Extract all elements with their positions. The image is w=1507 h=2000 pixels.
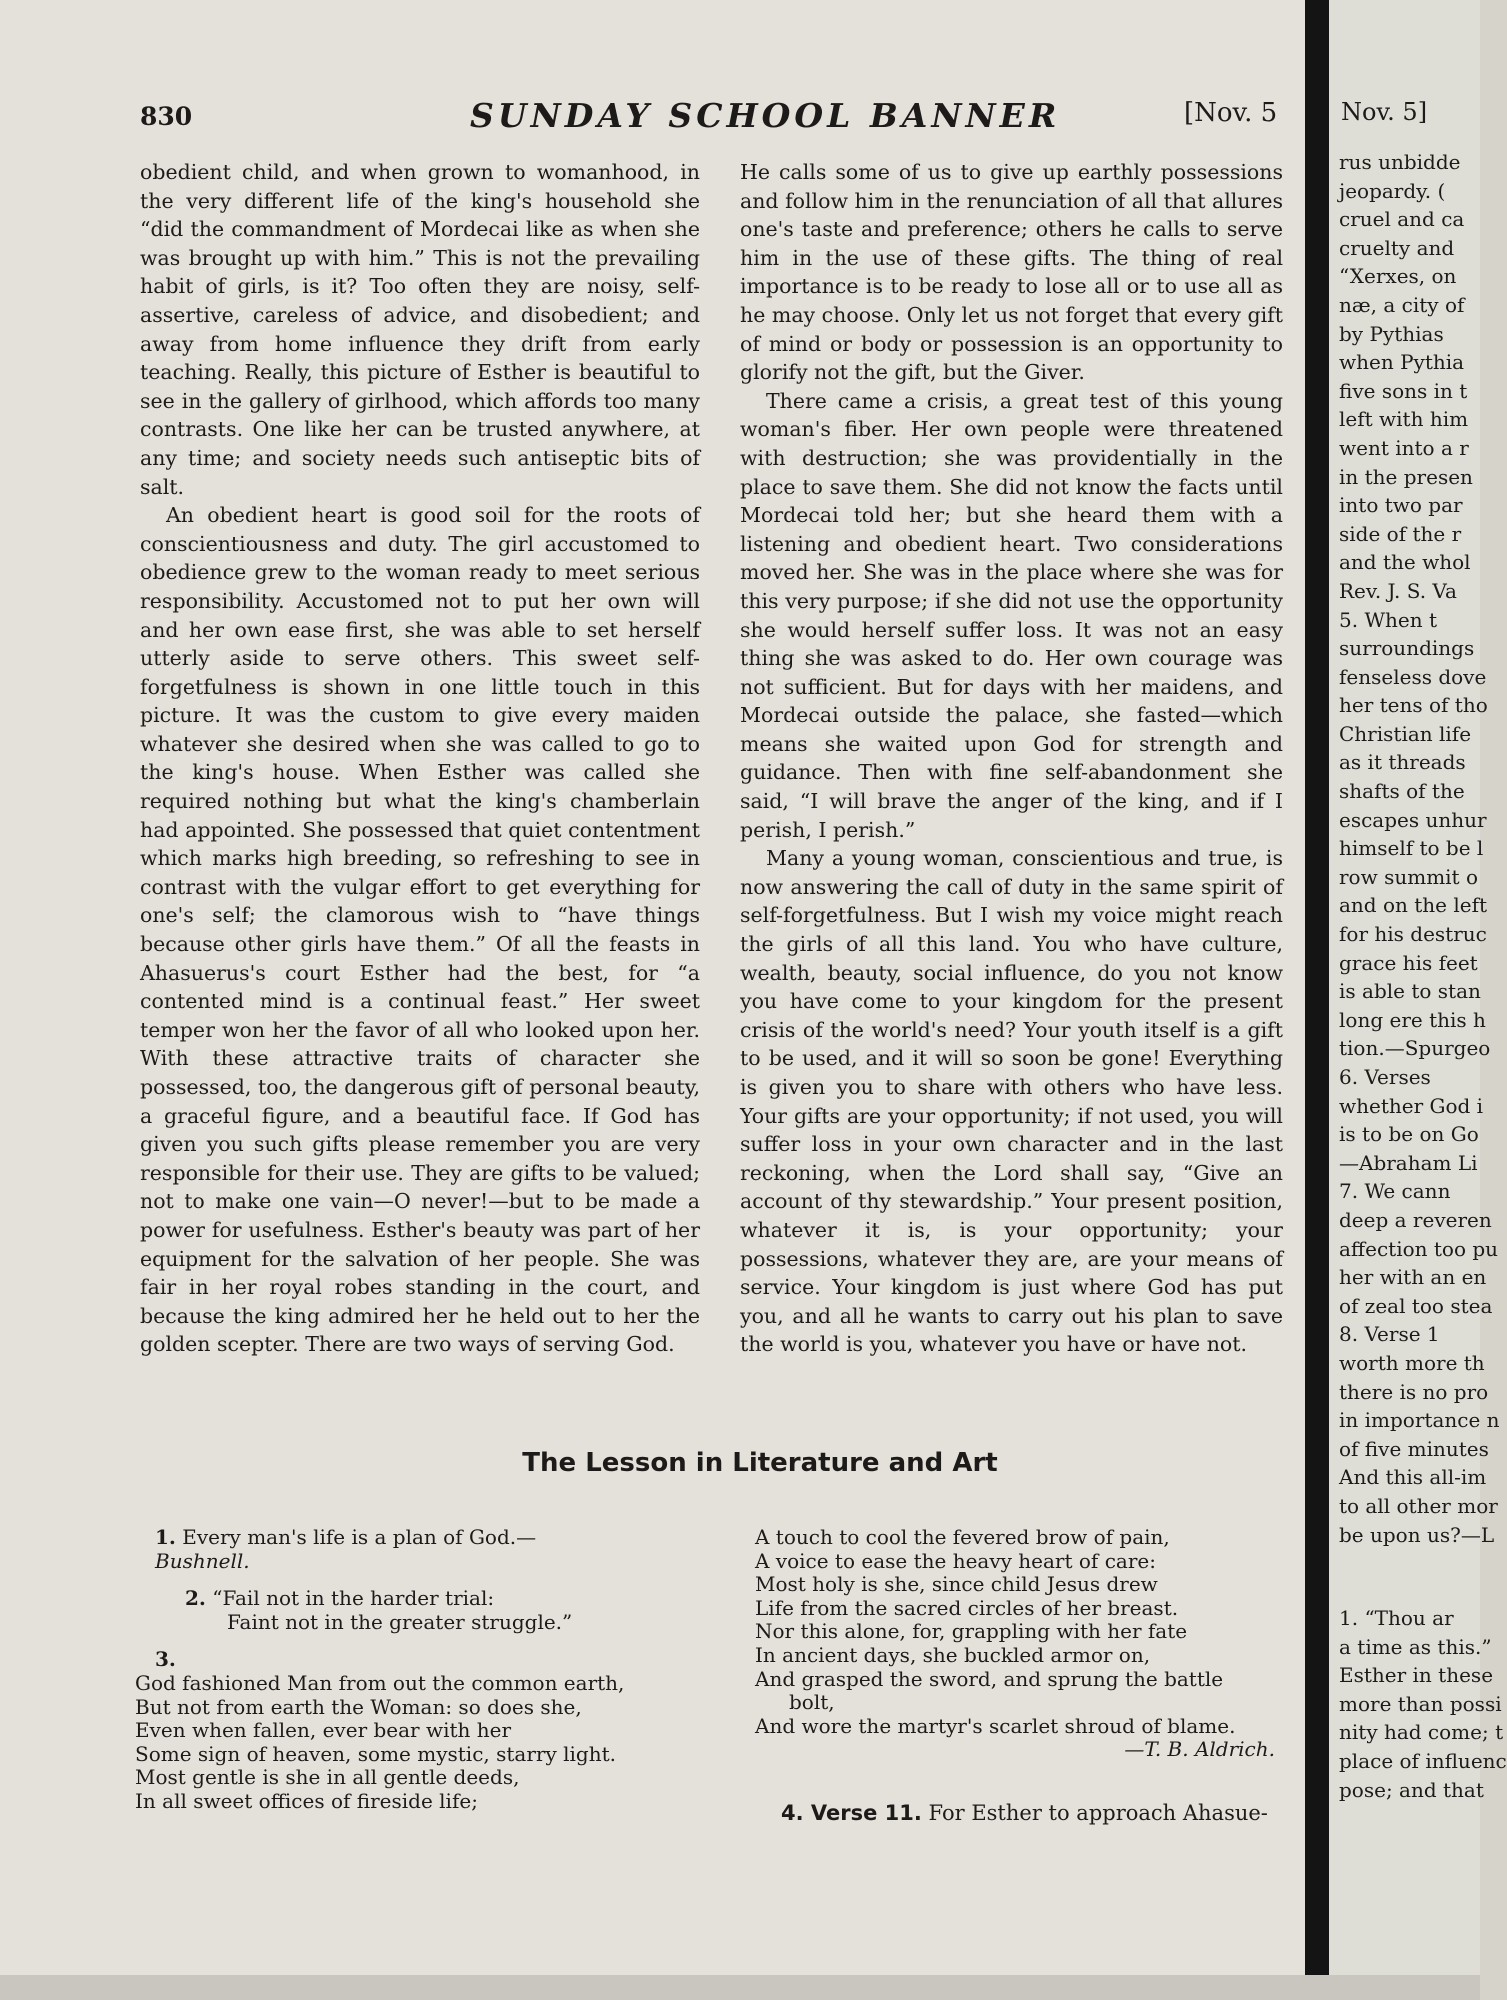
text-line: Esther in these: [1339, 1663, 1494, 1688]
paragraph: An obedient heart is good soil for the roots of conscientiousness and duty. The girl accustomed to obedience grew to the woman ready to meet serious responsibility. Accustomed not to put her own will and her own ease first, she was able to set herself utterly aside to serve others. This sweet self-forgetfulness is shown in one little touch in this picture. It was the custom to give every maiden whatever she desired when she was called to go to the king's house. When Esther was called she required nothing but what the king's chamberlain had appointed. She possessed that quiet contentment which marks high breeding, so refreshing to see in contrast with the vulgar effort to get everything for one's self; the clamorous wish to “have things because other girls have them.” Of all the feasts in Ahasuerus's court Esther had the best, for “a contented mind is a continual feast.” Her sweet temper won her the favor of all who looked upon her. With these attractive traits of character she possessed, too, the dangerous gift of personal beauty, a graceful figure, and a beautiful face. If God has given you such gifts please remember you are very responsible for their use. They are gifts to be valued; not to make one vain—O never!—but to be made a power for usefulness. Esther's beauty was part of her equipment for the salvation of her people. She was fair in her royal robes standing in the court, and because the king admired her he held out to her the golden scepter. There are two ways of serving God.: [140, 503, 700, 1357]
text-line: be upon us?—L: [1339, 1522, 1495, 1547]
text-line: more than possi: [1339, 1691, 1502, 1716]
page-number: 830: [140, 102, 193, 131]
lit-item-3: [135, 1648, 715, 1813]
running-title: SUNDAY SCHOOL BANNER: [470, 96, 1061, 135]
text-line: rus unbidde: [1339, 150, 1461, 174]
text-line: deep a reveren: [1339, 1207, 1492, 1232]
item-text: Every man's life is a plan of God.—: [182, 1525, 537, 1549]
paragraph: Many a young woman, conscientious and true, is now answering the call of duty in the same spirit of self-forgetfulness. But I wish my voice might reach the girls of all this land. You who have culture, wealth, beauty, social influence, do you not know you have come to your kingdom for the present crisis of the world's need? Your youth itself is a gift to be used, and it will so soon be gone! Everything is given you to share with others who have less. Your gifts are your opportunity; if not used, you will suffer loss in your own character and in the last reckoning, when the Lord shall say, “Give an account of thy stewardship.” Your present position, whatever it is, is your opportunity; your possessions, whatever they are, are your means of service. Your kingdom is just where God has put you, and all he wants to carry out his plan to save the world is you, whatever you have or have not.: [740, 846, 1283, 1357]
text-line: a time as this.”: [1339, 1634, 1492, 1659]
verse-line: “Fail not in the harder trial:: [212, 1586, 495, 1611]
page-bottom-shadow: [0, 1975, 1480, 2000]
text-line: grace his feet: [1339, 950, 1478, 975]
paragraph: He calls some of us to give up earthly possessions and follow him in the renunciation of all that allures one's taste and preference; others he calls to serve him in the use of these gifts. The thing of real importance is to be ready to lose all or to use all as he may choose. Only let us not forget that every gift of mind or body or possession is an opportunity to glorify not the gift, but the Giver.: [740, 160, 1283, 385]
right-page: [1329, 0, 1507, 2000]
text-line: in the presen: [1339, 464, 1473, 489]
text-line: himself to be l: [1339, 836, 1484, 861]
verse-line: Even when fallen, ever bear with her: [135, 1718, 512, 1743]
verse-line: Life from the sacred circles of her breast.: [755, 1595, 1179, 1620]
text-line: fenseless dove: [1339, 664, 1487, 689]
right-page-date: Nov. 5]: [1341, 98, 1428, 126]
text-line: when Pythia: [1339, 350, 1465, 375]
verse-11-note: [755, 1802, 1275, 1826]
text-line: place of influenc: [1339, 1748, 1507, 1773]
literature-column-right: [755, 1526, 1275, 1826]
text-line: row summit o: [1339, 864, 1478, 889]
text-line: 8. Verse 1: [1339, 1322, 1440, 1347]
text-line: of five minutes: [1339, 1436, 1489, 1461]
text-line: went into a r: [1339, 435, 1469, 460]
text-line: cruel and ca: [1339, 207, 1465, 232]
text-line: 6. Verses: [1339, 1065, 1431, 1089]
text-line: left with him: [1339, 407, 1469, 432]
text-line: five sons in t: [1339, 378, 1468, 403]
header-date: [Nov. 5: [1184, 98, 1278, 128]
text-line: worth more th: [1339, 1350, 1485, 1375]
verse-line: Most holy is she, since child Jesus drew: [755, 1572, 1158, 1597]
text-line: there is no pro: [1339, 1379, 1489, 1404]
text-line: “Xerxes, on: [1339, 264, 1457, 289]
text-line: Christian life: [1339, 721, 1472, 746]
verse-attribution: —T. B. Aldrich.: [1124, 1737, 1275, 1762]
section-heading: The Lesson in Literature and Art: [522, 1448, 998, 1478]
text-line: And this all-im: [1339, 1465, 1487, 1490]
text-line: side of the r: [1339, 521, 1462, 546]
literature-column-left: [135, 1525, 715, 1828]
verse-line: Most gentle is she in all gentle deeds,: [135, 1765, 520, 1790]
text-line: whether God i: [1339, 1093, 1484, 1118]
text-line: jeopardy. (: [1339, 178, 1446, 203]
text-line: into two par: [1339, 493, 1463, 518]
verse-line: In all sweet offices of fireside life;: [135, 1788, 478, 1813]
paragraph: obedient child, and when grown to womanhood, in the very different life of the king's household she “did the commandment of Mordecai like as when she was brought up with him.” This is not the prevailing habit of girls, is it? Too often they are noisy, self-assertive, careless of advice, and disobedient; and away from home influence they drift from early teaching. Really, this picture of Esther is beautiful to see in the gallery of girlhood, which affords too many contrasts. One like her can be trusted anywhere, at any time; and society needs such antiseptic bits of salt.: [140, 160, 700, 499]
verse-line: God fashioned Man from out the common earth,: [135, 1670, 625, 1695]
verse-line: A voice to ease the heavy heart of care:: [755, 1548, 1156, 1573]
text-line: 1. “Thou ar: [1339, 1606, 1454, 1630]
lit-item-1: [155, 1526, 715, 1573]
item-number: 2.: [185, 1586, 206, 1611]
text-line: escapes unhur: [1339, 807, 1487, 832]
verse-line: bolt,: [789, 1690, 835, 1715]
verse-line: And wore the martyr's scarlet shroud of blame.: [755, 1713, 1236, 1738]
text-line: nity had come; t: [1339, 1720, 1504, 1745]
text-line: næ, a city of: [1339, 292, 1465, 317]
verse-text: For Esther to approach Ahasue-: [928, 1800, 1268, 1825]
text-line: long ere this h: [1339, 1007, 1486, 1032]
text-line: tion.—Spurgeo: [1339, 1036, 1491, 1061]
verse-line: Faint not in the greater struggle.”: [227, 1609, 573, 1634]
text-line: 7. We cann: [1339, 1179, 1451, 1204]
text-line: pose; and that: [1339, 1777, 1484, 1802]
verse-label: 4. Verse 11.: [781, 1800, 922, 1825]
text-line: is to be on Go: [1339, 1122, 1479, 1147]
verse-line: A touch to cool the fevered brow of pain,: [755, 1525, 1170, 1549]
text-line: —Abraham Li: [1339, 1150, 1478, 1175]
text-line: to all other mor: [1339, 1493, 1498, 1518]
verse-line: Some sign of heaven, some mystic, starry light.: [135, 1741, 616, 1766]
verse-line: In ancient days, she buckled armor on,: [755, 1642, 1151, 1667]
text-line: her with an en: [1339, 1265, 1487, 1290]
text-line: 5. When t: [1339, 607, 1437, 632]
verse-line: But not from earth the Woman: so does she,: [135, 1694, 582, 1719]
verse-line: And grasped the sword, and sprung the battle: [755, 1666, 1224, 1691]
item-number: 3.: [155, 1647, 176, 1672]
text-line: as it threads: [1339, 750, 1466, 775]
text-line: for his destruc: [1339, 922, 1487, 947]
lit-item-2: [155, 1587, 715, 1634]
book-gutter: [1305, 0, 1329, 2000]
right-page-text-top: [1339, 148, 1500, 1549]
text-line: and on the left: [1339, 893, 1488, 918]
text-line: cruelty and: [1339, 235, 1455, 260]
text-line: and the whol: [1339, 550, 1471, 575]
text-line: Rev. J. S. Va: [1339, 578, 1457, 603]
text-line: in importance n: [1339, 1408, 1500, 1433]
text-line: of zeal too stea: [1339, 1293, 1493, 1318]
column-left: [140, 158, 700, 1359]
text-line: her tens of tho: [1339, 693, 1488, 718]
text-line: surroundings: [1339, 636, 1475, 661]
text-line: by Pythias: [1339, 321, 1444, 346]
paragraph: There came a crisis, a great test of this young woman's fiber. Her own people were threatened with destruction; she was providentially in the place to save them. She did not know the facts until Mordecai told her; but she heard them with a listening and obedient heart. Two considerations moved her. She was in the place where she was for this very purpose; if she did not use the opportunity she would herself suffer loss. It was not an easy thing she was asked to do. Her own courage was not sufficient. But for days with her maidens, and Mordecai outside the palace, she fasted—which means she waited upon God for strength and guidance. Then with fine self-abandonment she said, “I will brave the anger of the king, and if I perish, I perish.”: [740, 388, 1283, 842]
column-right: [740, 158, 1283, 1359]
item-number: 1.: [155, 1525, 176, 1549]
text-line: affection too pu: [1339, 1236, 1499, 1261]
item-attribution: Bushnell.: [155, 1548, 250, 1573]
text-line: is able to stan: [1339, 979, 1481, 1004]
right-page-text-bottom: [1339, 1604, 1507, 1804]
text-line: shafts of the: [1339, 779, 1465, 804]
verse-line: Nor this alone, for, grappling with her fate: [755, 1619, 1188, 1644]
